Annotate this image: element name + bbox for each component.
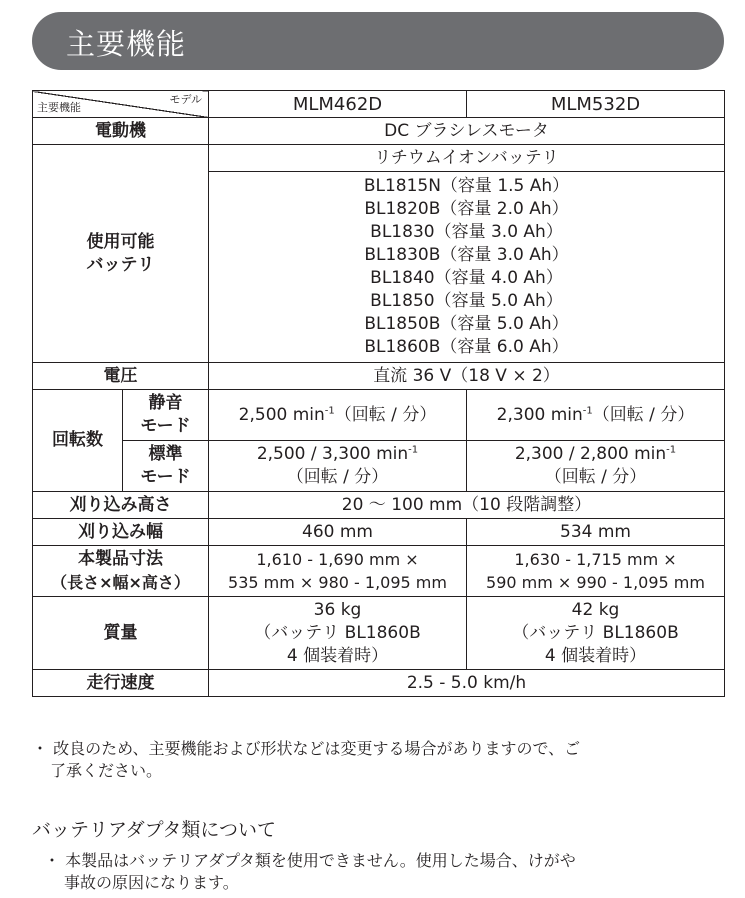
dims-2-line2: 590 mm × 990 - 1,095 mm xyxy=(486,573,705,592)
cut-width-2: 534 mm xyxy=(467,519,725,546)
battery-type: リチウムイオンバッテリ xyxy=(209,145,725,172)
battery-item: BL1830B（容量 3.0 Ah） xyxy=(364,245,569,265)
standard-mode-label xyxy=(123,441,209,492)
adapter-notice xyxy=(44,850,576,894)
model-1-header: MLM462D xyxy=(209,91,467,118)
cut-width-1: 460 mm xyxy=(209,519,467,546)
superscript: -1 xyxy=(582,404,593,416)
battery-item: BL1840（容量 4.0 Ah） xyxy=(370,268,563,288)
battery-label xyxy=(33,145,209,363)
mass-note-line2: 4 個装着時） xyxy=(544,645,647,666)
battery-item: BL1850（容量 5.0 Ah） xyxy=(370,291,563,311)
dims-2 xyxy=(467,546,725,597)
quiet-mode-line1: 静音 xyxy=(148,393,183,413)
mass-1 xyxy=(209,597,467,670)
rpm-unit: （回転 / 分） xyxy=(286,467,389,487)
header-model-label: モデル xyxy=(169,93,202,106)
battery-item: BL1830（容量 3.0 Ah） xyxy=(370,222,563,242)
banner-title: 主要機能 xyxy=(66,27,187,61)
adapter-notice-line1: ・ 本製品はバッテリアダプタ類を使用できません。使用した場合、けがや xyxy=(44,851,576,870)
standard-rpm-2 xyxy=(467,441,725,492)
superscript: -1 xyxy=(324,404,335,416)
battery-label-line1: 使用可能 xyxy=(86,231,155,252)
cut-width-label: 刈り込み幅 xyxy=(33,519,209,546)
superscript: -1 xyxy=(408,444,419,456)
battery-item: BL1820B（容量 2.0 Ah） xyxy=(364,199,569,219)
model-2-header: MLM532D xyxy=(467,91,725,118)
speed-value: 2.5 - 5.0 km/h xyxy=(209,670,725,697)
dims-1-line2: 535 mm × 980 - 1,095 mm xyxy=(228,573,447,592)
battery-list xyxy=(209,172,725,363)
rpm-unit: （回転 / 分） xyxy=(544,467,647,487)
battery-label-line2: バッテリ xyxy=(86,254,155,275)
section-banner xyxy=(32,12,724,70)
dims-label-line1: 本製品寸法 xyxy=(78,549,163,569)
standard-mode-line2: モード xyxy=(140,467,191,487)
mass-2-value: 42 kg xyxy=(571,599,620,620)
mass-1-value: 36 kg xyxy=(313,599,362,620)
mass-note-line1: （バッテリ BL1860B xyxy=(254,622,421,643)
cut-height-value: 20 ～ 100 mm（10 段階調整） xyxy=(209,492,725,519)
standard-mode-line1: 標準 xyxy=(148,444,183,464)
section-heading-battery-adapter: バッテリアダプタ類について xyxy=(32,819,276,841)
dims-label xyxy=(33,546,209,597)
change-notice-line1: ・ 改良のため、主要機能および形状などは変更する場合がありますので、ご xyxy=(32,739,581,758)
quiet-rpm-2-value: 2,300 min xyxy=(496,404,583,425)
motor-value: DC ブラシレスモータ xyxy=(209,118,725,145)
rpm-label: 回転数 xyxy=(33,390,123,492)
voltage-value: 直流 36 V（18 V × 2） xyxy=(209,363,725,390)
header-function-label: 主要機能 xyxy=(37,101,81,114)
standard-rpm-1 xyxy=(209,441,467,492)
superscript: -1 xyxy=(666,444,677,456)
cut-height-label: 刈り込み高さ xyxy=(33,492,209,519)
dims-1 xyxy=(209,546,467,597)
header-diagonal-cell xyxy=(33,91,209,118)
quiet-mode-label xyxy=(123,390,209,441)
battery-item: BL1850B（容量 5.0 Ah） xyxy=(364,314,569,334)
rpm-unit: （回転 / 分） xyxy=(592,404,695,425)
dims-label-line2: （長さ×幅×高さ） xyxy=(51,573,190,592)
quiet-rpm-1-value: 2,500 min xyxy=(238,404,325,425)
dims-1-line1: 1,610 - 1,690 mm × xyxy=(256,550,419,569)
quiet-rpm-1 xyxy=(209,390,467,441)
battery-item: BL1815N（容量 1.5 Ah） xyxy=(363,176,570,196)
adapter-notice-line2: 事故の原因になります。 xyxy=(64,873,239,892)
voltage-label: 電圧 xyxy=(33,363,209,390)
change-notice xyxy=(32,738,580,782)
mass-2 xyxy=(467,597,725,670)
standard-rpm-2-value: 2,300 / 2,800 min xyxy=(514,444,667,464)
battery-item: BL1860B（容量 6.0 Ah） xyxy=(364,337,569,357)
quiet-mode-line2: モード xyxy=(140,416,191,436)
speed-label: 走行速度 xyxy=(33,670,209,697)
dims-2-line1: 1,630 - 1,715 mm × xyxy=(514,550,677,569)
motor-label: 電動機 xyxy=(33,118,209,145)
mass-note-line1: （バッテリ BL1860B xyxy=(512,622,679,643)
spec-table xyxy=(32,90,725,697)
rpm-unit: （回転 / 分） xyxy=(334,404,437,425)
mass-label: 質量 xyxy=(33,597,209,670)
standard-rpm-1-value: 2,500 / 3,300 min xyxy=(256,444,409,464)
quiet-rpm-2 xyxy=(467,390,725,441)
mass-note-line2: 4 個装着時） xyxy=(286,645,389,666)
change-notice-line2: 了承ください。 xyxy=(50,761,163,780)
